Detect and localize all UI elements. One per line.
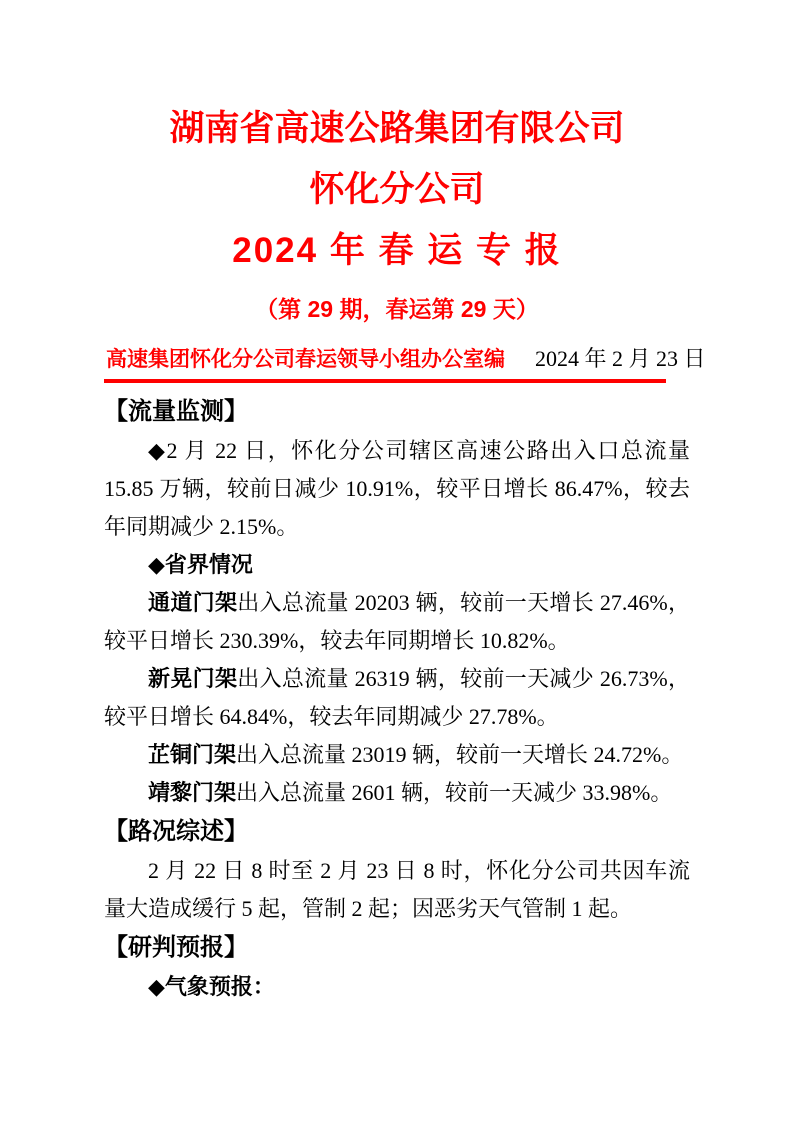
doc-title-line-1: 湖南省高速公路集团有限公司 <box>169 109 625 148</box>
byline-editor-org: 高速集团怀化分公司春运领导小组办公室编 <box>106 348 505 371</box>
paragraph-gantry-jingli <box>104 774 690 812</box>
gantry-name-jingli: 靖黎门架 <box>148 780 237 805</box>
gantry-text-jingli: 出入总流量 2601 辆，较前一天减少 33.98%。 <box>236 780 673 805</box>
section-traffic-monitoring <box>104 392 690 812</box>
section-heading-forecast: 【研判预报】 <box>104 934 248 961</box>
doc-header <box>104 98 690 337</box>
gantry-name-xinhuang: 新晃门架 <box>148 666 238 691</box>
gantry-name-zhitong: 芷铜门架 <box>148 742 237 767</box>
paragraph-gantry-xinhuang <box>104 660 690 736</box>
paragraph-gantry-zhitong <box>104 736 690 774</box>
byline-date: 2024 年 2 月 23 日 <box>535 346 706 371</box>
section-road-conditions <box>104 812 690 928</box>
byline-row <box>104 345 706 383</box>
subheading-weather-forecast: ◆气象预报： <box>148 974 275 999</box>
gantry-text-tongdao: 出入总流量 20203 辆，较前一天增长 27.46%，较平日增长 230.39%，较去年同期增长 10.82%。 <box>104 590 690 653</box>
doc-title-line-3: 2024 年 春 运 专 报 <box>232 231 562 270</box>
doc-issue-subtitle: （第 29 期，春运第 29 天） <box>255 296 539 322</box>
section-heading-road: 【路况综述】 <box>104 818 248 845</box>
subheading-province-border: ◆省界情况 <box>148 552 253 577</box>
doc-title-line-2: 怀化分公司 <box>309 170 485 209</box>
paragraph-gantry-tongdao <box>104 584 690 660</box>
paragraph-total-flow: ◆2 月 22 日，怀化分公司辖区高速公路出入口总流量 15.85 万辆，较前日减少 10.91%，较平日增长 86.47%，较去年同期减少 2.15%。 <box>104 438 690 539</box>
gantry-text-xinhuang: 出入总流量 26319 辆，较前一天减少 26.73%，较平日增长 64.84%，较去年同期减少 27.78%。 <box>104 666 690 729</box>
paragraph-road-summary: 2 月 22 日 8 时至 2 月 23 日 8 时，怀化分公司共因车流量大造成缓行 5 起，管制 2 起；因恶劣天气管制 1 起。 <box>104 858 690 921</box>
section-forecast <box>104 928 690 1006</box>
section-heading-traffic: 【流量监测】 <box>104 398 248 425</box>
gantry-name-tongdao: 通道门架 <box>148 590 238 615</box>
gantry-text-zhitong: 出入总流量 23019 辆，较前一天增长 24.72%。 <box>236 742 684 767</box>
